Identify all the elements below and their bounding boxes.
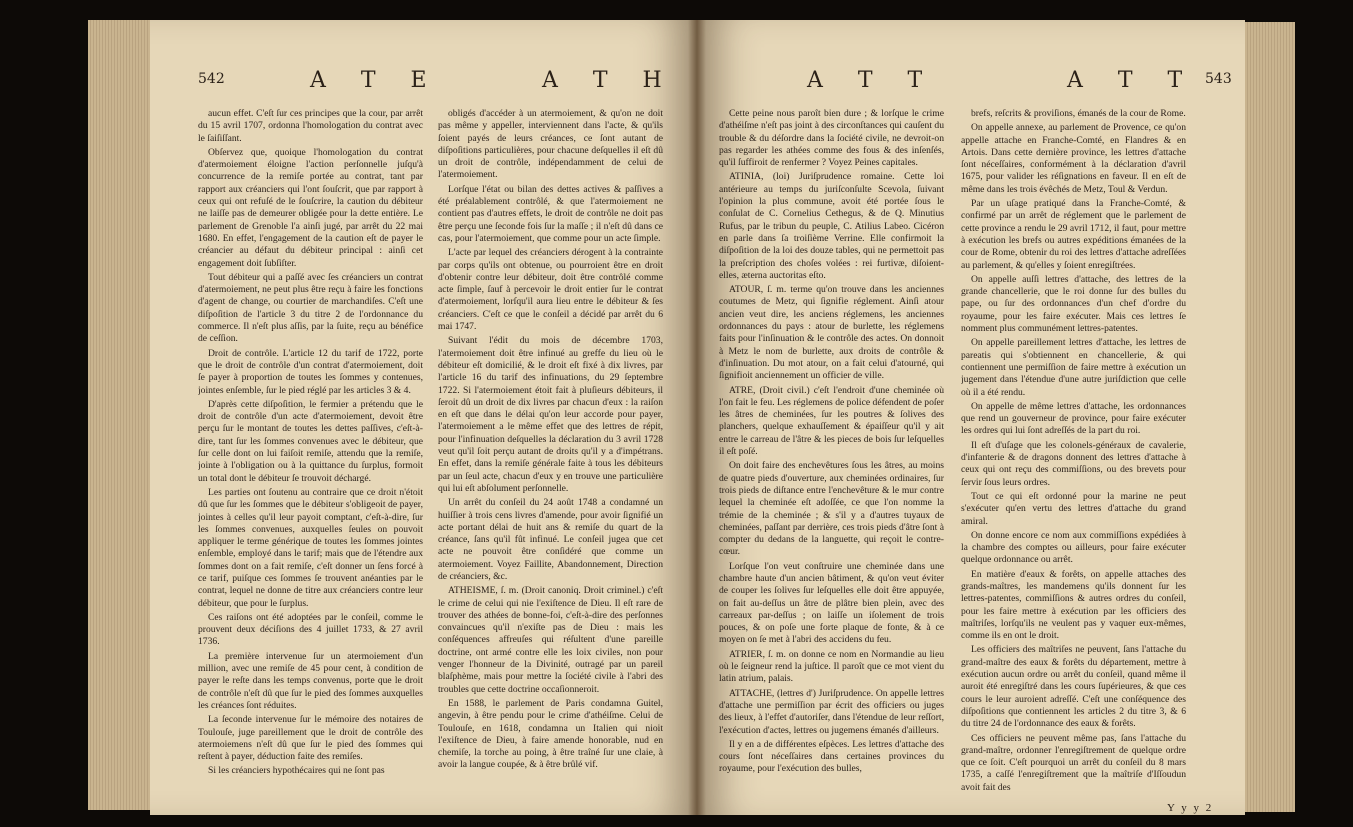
paragraph: Si les créanciers hypothécaires qui ne ſont pas [208, 765, 385, 777]
paragraph: ATINIA, (loi) Juriſprudence romaine. Cette loi antérieure au temps du juriſconſulte Scevola, ſuivant l'opinion la plus commune, avoit été portée ſous le conſulat de C. Cornelius Cethegus, & de Q. Minutius Rufus, par le tribun du peuple, C. Atilius Labeo. Cicéron en parle dans ſa troiſième Verrine. Elle confirmoit la diſpoſition de la loi des douze tables, qui ne permettoit pas la preſcription des choſes volées : rei furtivæ, diſoient-elles, æterna auctoritas eſto. [719, 171, 944, 281]
paragraph: Un arrêt du conſeil du 24 août 1748 a condamné un huiſſier à trois cens livres d'amende, pour avoir ſignifié un acte portant délai de huit ans & remiſe du quart de la créance, ſans qu'il fût infinué. Le conſeil jugea que cet acte ne pouvoit être conſidéré que comme un atermoiement. Voyez Faillite, Abandonnement, Direction de créanciers, &c. [438, 497, 663, 582]
paragraph: Cette peine nous paroît bien dure ; & lorſque le crime d'athéiſme n'eſt pas joint à des circonſtances qui cauſent du trouble & du déſordre dans la ſociété civile, ne devroit-on pas regarder les athées comme des fous & des inſenſés, qu'il ſuffiroit de renfermer ? Voyez Peines capitales. [719, 108, 944, 169]
right-column-1 [719, 108, 944, 815]
paragraph: Suivant l'édit du mois de décembre 1703, l'atermoiement doit être infinué au greffe du lieu où le débiteur eſt domicilié, & le droit eſt fixé à dix livres, par l'article 16 du tarif des infinuations, du 29 ſeptembre 1722. Si l'atermoiement étoit fait à pluſieurs débiteurs, il ſeroit dû un droit de dix livres par chacun d'eux : la raiſon en eſt que dans le délai qu'on leur accorde pour payer, l'atermoiement a le même effet que des lettres de répit, pour l'infinuation deſquelles la déclaration du 3 avril 1728 veut qu'il ſoit perçu autant de droits qu'il y a d'impétrans. En effet, dans la remiſe générale faite à tous les débiteurs par un ſeul acte, chacun d'eux y en trouve une particulière qui lui eſt abſolument perſonnelle. [438, 335, 663, 494]
paragraph: Lorſque l'état ou bilan des dettes actives & paſſives a été préalablement contrôlé, & que l'atermoiement ne contient pas d'autres effets, le droit de contrôle ne doit pas être perçu une ſeconde fois ſur la maſſe ; il n'eſt dû dans ce cas, pour l'atermoiement, que comme pour un acte ſimple. [438, 183, 663, 244]
paragraph: Tout ce qui eſt ordonné pour la marine ne peut s'exécuter qu'en vertu des lettres d'attache du grand amiral. [961, 490, 1186, 527]
paragraph: ATHEISME, ſ. m. (Droit canoniq. Droit criminel.) c'eſt le crime de celui qui nie l'exiſtence de Dieu. Il eſt rare de trouver des athées de bonne-foi, c'eſt-à-dire des perſonnes convaincues qu'il n'exiſte pas de Dieu : mais les conſéquences affreuſes qui réſultent d'une pareille doctrine, ont armé contre elle les loix civiles, non pour venger l'honneur de la Divinité, outragé par un pareil blaſphème, mais pour mettre la ſociété civile à l'abri des troubles que cette doctrine occaſionneroit. [438, 585, 663, 695]
left-running-head-1: A T E [310, 68, 441, 93]
paragraph: ATRE, (Droit civil.) c'eſt l'endroit d'une cheminée où l'on fait le feu. Les réglemens de police défendent de poſer les âtres de cheminées, ſur les poutres & ſolives des planchers, quelque exhauſſement & épaiſſeur qu'il y ait entre le carreau de l'âtre & les pieces de bois ſur leſquelles il eſt poſé. [719, 384, 944, 458]
right-running-head-2: A T T [1067, 68, 1197, 93]
paragraph: ATTACHE, (lettres d') Juriſprudence. On appelle lettres d'attache une permiſſion par écrit des officiers ou juges des lieux, à l'effet d'autoriſer, dans l'étendue de leur reſſort, l'exécution d'actes, lettres ou jugemens émanés d'ailleurs. [719, 687, 944, 736]
paragraph: On appelle annexe, au parlement de Provence, ce qu'on appelle attache en Franche-Comté, en Flandres & en Artois. Dans cette dernière province, les lettres d'attache ſont néceſſaires, conformément à la déclaration d'avril 1675, pour valider les réſignations en faveur. Il en eſt de même dans les trois évêchés de Metz, Toul & Verdun. [961, 122, 1186, 195]
paragraph: brefs, reſcrits & proviſions, émanés de la cour de Rome. [971, 108, 1186, 119]
right-page [697, 20, 1245, 815]
paragraph: En 1588, le parlement de Paris condamna Guitel, angevin, à être pendu pour le crime d'athéiſme. Celui de Toulouſe, en 1618, condamna un Italien qui nioit l'exiſtence de Dieu, à faire amende honorable, nud en chemiſe, la torche au poing, à être traîné ſur une claie, à avoir la langue coupée, & à être brûlé vif. [438, 697, 663, 771]
page-edges-right [1245, 22, 1295, 812]
left-column-2 [438, 108, 663, 815]
right-column-2 [961, 108, 1186, 815]
paragraph: ATOUR, ſ. m. terme qu'on trouve dans les anciennes coutumes de Metz, qui ſignifie réglement. Ainſi atour ancien veut dire, les anciens réglemens, les anciennes ordonnances du pays : atour de burlette, les réglemens faits pour l'inſinuation & le contrôle des actes. On donnoit à Metz le nom de burlette, aux droits de contrôle & d'inſinuation. Du mot atour, on a fait celui d'atourné, qui ſignifioit anciennement un officier de ville. [719, 284, 944, 382]
book-gutter [688, 20, 706, 815]
paragraph: On appelle auſſi lettres d'attache, des lettres de la grande chancellerie, que le roi donne ſur des bulles du pape, ou ſur des ordonnances d'un chef d'ordre du royaume, pour les faire exécuter. Mais ces lettres ſe nomment plus communément lettres-patentes. [961, 273, 1186, 335]
paragraph: La première intervenue ſur un atermoiement d'un million, avec une remiſe de 45 pour cent, à condition de payer le reſte dans les temps convenus, porte que le droit de contrôle n'eſt dû que ſur le pied des ſommes auxquelles les créances ſont réduites. [198, 650, 423, 711]
paragraph: Tout débiteur qui a paſſé avec ſes créanciers un contrat d'atermoiement, ne peut plus être reçu à faire les fonctions d'agent de change, ou courtier de marchandiſes. C'eſt une diſpoſition de l'article 3 du titre 2 de l'ordonnance du commerce. Il n'eſt plus aſſis, par la ſuite, reçu au bénéfice de ceſſion. [198, 271, 423, 345]
left-running-head-2: A T H [542, 68, 676, 93]
paragraph: On donne encore ce nom aux commiſſions expédiées à la chambre des comptes ou ailleurs, pour faire exécuter quelque ordonnance ou arrêt. [961, 529, 1186, 566]
paragraph: Il eſt d'uſage que les colonels-généraux de cavalerie, d'infanterie & de dragons donnent des lettres d'attache à ceux qui ont reçu des commiſſions, ou des brevets pour ſervir ſous leurs ordres. [961, 439, 1186, 488]
paragraph: aucun effet. C'eſt ſur ces principes que la cour, par arrêt du 15 avril 1707, ordonna l'homologation du contrat avec le ſaiſiſſant. [198, 108, 423, 144]
right-running-head-1: A T T [807, 68, 937, 93]
paragraph: L'acte par lequel des créanciers dérogent à la contrainte par corps qu'ils ont obtenue, ou pourroient être en droit d'obtenir contre leur débiteur, doit être contrôlé comme acte ſimple, ſauf à percevoir le droit entier ſur le contrat d'atermoiement, lorſqu'il aura lieu entre le débiteur & ſes créanciers. C'eſt ce que le conſeil a décidé par arrêt du 6 mai 1747. [438, 247, 663, 333]
left-column-1 [198, 108, 423, 815]
paragraph: La ſeconde intervenue ſur le mémoire des notaires de Toulouſe, juge pareillement que le droit de contrôle des atermoiemens n'eſt dû que ſur le pied des ſommes qui reſtent à payer, déduction faite des remiſes. [198, 714, 423, 763]
paragraph: Les parties ont ſoutenu au contraire que ce droit n'étoit dû que ſur les ſommes que le débiteur s'obligeoit de payer, jointes à celles qu'il leur payoit comptant, c'eſt-à-dire, ſur les ſommes convenues, auxquelles ſeules on pouvoit appliquer le terme générique de toutes les ſommes jointes enſemble, employé dans le tarif; mais que de l'étendre aux ſommes dont on a fait remiſe, c'eſt donner un ſens forcé à ce tarif, puiſque ces ſommes ſe trouvent anéanties par le contrat, lequel ne donne de titre aux créanciers contre leur débiteur, que pour le ſurplus. [198, 486, 423, 609]
signature-mark: Y y y 2 [1167, 802, 1214, 814]
paragraph: Obſervez que, quoique l'homologation du contrat d'atermoiement éloigne l'action perſonnelle juſqu'à concurrence de la remiſe portée au contrat, tant par rapport aux créanciers qui l'ont ſouſcrit, que par rapport à ceux qui ont refuſé de le ſouſcrire, la caution du débiteur ne laiſſe pas de demeurer obligée pour la dette entière. Le parlement de Grenoble l'a ainſi jugé, par arrêt du 22 mai 1680. En effet, l'engagement de la caution eſt de payer le créancier au défaut du débiteur principal : ainſi cet engagement doit ſubſiſter. [198, 146, 423, 269]
paragraph: ATRIER, ſ. m. on donne ce nom en Normandie au lieu où le ſeigneur rend la juſtice. Il paroît que ce mot vient du latin atrium, palais. [719, 648, 944, 685]
paragraph: Lorſque l'on veut conſtruire une cheminée dans une chambre haute d'un ancien bâtiment, & qu'on veut éviter de couper les ſolives ſur leſquelles elle doit être appuyée, on fait au-deſſus un âtre de plâtre bien plein, avec des carreaux par-deſſus ; on laiſſe un iſolement de trois pouces, & on poſe une forte plaque de fonte, & à ce moyen on ſe met à l'abri des accidens du feu. [719, 560, 944, 646]
left-page-number: 542 [198, 71, 225, 87]
paragraph: Par un uſage pratiqué dans la Franche-Comté, & confirmé par un arrêt de réglement que le parlement de cette province a rendu le 29 avril 1712, il faut, pour mettre à exécution les brefs ou autres expéditions émanées de la cour de Rome, obtenir du roi des lettres d'attache adreſſées au parlement, & qu'elles y ſoient enregiſtrées. [961, 198, 1186, 271]
paragraph: D'après cette diſpoſition, le fermier a prétendu que le droit de contrôle d'un acte d'atermoiement, devoit être perçu ſur le montant de toutes les dettes paſſives, c'eſt-à-dire, tant ſur les ſommes convenues avec le débiteur, que ſur celle dont on lui faiſoit remiſe, attendu que la remiſe, jointe à l'obligation ou à la quittance du ſurplus, formoit un total dont le débiteur ſe trouvoit déchargé. [198, 398, 423, 484]
left-page [150, 20, 697, 815]
paragraph: Droit de contrôle. L'article 12 du tarif de 1722, porte que le droit de contrôle d'un contrat d'atermoiement, doit ſe payer à proportion de toutes les ſommes y contenues, jointes enſemble, ſur le pied réglé par les articles 3 & 4. [198, 347, 423, 396]
page-edges-left [88, 20, 150, 810]
paragraph: Il y en a de différentes eſpèces. Les lettres d'attache des cours ſont néceſſaires dans certaines provinces du royaume, pour l'exécution des bulles, [719, 738, 944, 775]
paragraph: obligés d'accéder à un atermoiement, & qu'on ne doit pas même y appeller, interviennent dans l'acte, & qu'ils ſoient payés de leurs créances, ce ſont autant de diſpoſitions particulières, pour chacune deſquelles il eſt dû un droit de contrôle, indépendamment de celui de l'atermoiement. [438, 108, 663, 181]
paragraph: Ces raiſons ont été adoptées par le conſeil, comme le prouvent deux déciſions des 4 juillet 1733, & 27 avril 1736. [198, 611, 423, 648]
paragraph: On doit faire des enchevêtures ſous les âtres, au moins de quatre pieds d'ouverture, aux cheminées ordinaires, ſur trois pieds de diſtance entre l'enchevêture & le mur contre lequel la cheminée eſt adoſſée, ce que l'on nomme la trémie de la cheminée ; & s'il y a d'autres tuyaux de cheminées, paſſant par derrière, ces trois pieds d'âtre ſont à compter du dedans de la languette, qui reçoit le contre-cœur. [719, 460, 944, 558]
paragraph: On appelle pareillement lettres d'attache, les lettres de pareatis qui s'obtiennent en chancellerie, & qui contiennent une permiſſion de faire mettre à exécution un jugement dans l'étendue d'une autre juriſdiction que celle où il a été rendu. [961, 337, 1186, 398]
paragraph: Ces officiers ne peuvent même pas, ſans l'attache du grand-maître, ordonner l'enregiſtrement de quelque ordre que ce ſoit. C'eſt pourquoi un arrêt du conſeil du 8 mars 1735, a caſſé l'enregiſtrement que la maîtriſe d'Iſſoudun avoit fait des [961, 732, 1186, 793]
paragraph: Les officiers des maîtriſes ne peuvent, ſans l'attache du grand-maître des eaux & forêts du département, mettre à exécution aucun ordre ou arrêt du conſeil, quand même il auroit été enregiſtré dans les cours ſupérieures, & que ces cours le leur auroient adreſſé. C'eſt une conſéquence des diſpoſitions que contiennent les articles 2 du titre 3, & 6 du titre 24 de l'ordonnance des eaux & forêts. [961, 644, 1186, 730]
paragraph: On appelle de même lettres d'attache, les ordonnances que rend un gouverneur de province, pour faire exécuter les ordres qui lui ſont adreſſés de la part du roi. [961, 400, 1186, 437]
paragraph: En matière d'eaux & forêts, on appelle attaches des grands-maîtres, les mandemens qu'ils donnent ſur les lettres-patentes, commiſſions & autres ordres du conſeil, pour les faire mettre à exécution par les officiers des maîtriſes, lorſqu'ils ne veulent pas y vaquer eux-mêmes, comme ils en ont le droit. [961, 568, 1186, 642]
right-page-number: 543 [1205, 71, 1232, 87]
